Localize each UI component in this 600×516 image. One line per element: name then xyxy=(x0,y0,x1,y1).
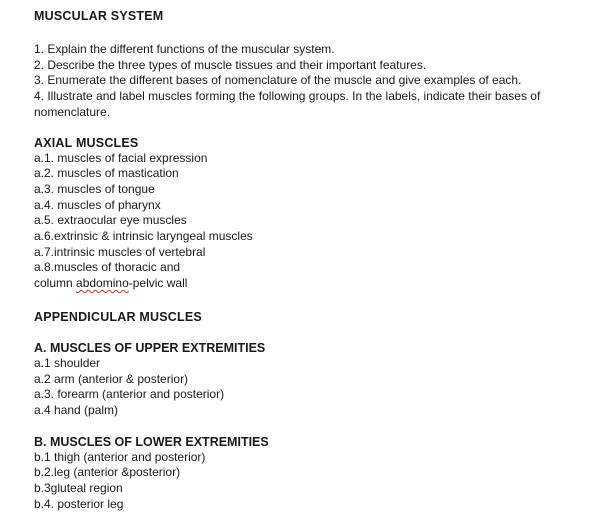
question-item-2: 2. Describe the three types of muscle tissues and their important features. xyxy=(34,57,427,72)
upper-item-1: a.1 shoulder xyxy=(34,355,101,370)
axial-item-9 xyxy=(34,276,594,292)
spacer xyxy=(34,292,594,309)
axial-list xyxy=(34,151,594,292)
axial-item-9-suffix: -pelvic wall xyxy=(128,276,188,291)
upper-extremities-title: A. MUSCLES OF UPPER EXTREMITIES xyxy=(34,340,266,355)
appendicular-section-title: APPENDICULAR MUSCLES xyxy=(34,309,202,324)
axial-item-5: a.5. extraocular eye muscles xyxy=(34,213,187,228)
axial-item-8: a.8.muscles of thoracic and xyxy=(34,260,181,275)
axial-item-1: a.1. muscles of facial expression xyxy=(34,150,208,165)
axial-item-6: a.6.extrinsic & intrinsic laryngeal muscles xyxy=(34,229,253,244)
upper-extremities-list xyxy=(34,356,594,419)
question-item-3: 3. Enumerate the different bases of nomenclature of the muscle and give examples of each. xyxy=(34,73,522,88)
lower-item-4: b.4. posterior leg xyxy=(34,496,124,511)
question-item-4: 4. Illustrate and label muscles forming the following groups. In the labels, indicate their bases of nomenclature. xyxy=(34,89,541,119)
lower-extremities-title: B. MUSCLES OF LOWER EXTREMITIES xyxy=(34,434,269,449)
axial-item-4: a.4. muscles of pharynx xyxy=(34,197,161,212)
document-page xyxy=(34,8,594,512)
axial-section-title: AXIAL MUSCLES xyxy=(34,135,139,150)
axial-item-3 xyxy=(34,182,594,198)
spacer xyxy=(34,419,594,434)
axial-item-9-prefix: column xyxy=(34,276,77,291)
spelling-error-word[interactable]: abdomino xyxy=(76,276,129,291)
question-list xyxy=(34,42,594,121)
spacer xyxy=(34,325,594,340)
axial-item-2: a.2. muscles of mastication xyxy=(34,166,179,181)
question-item-1: 1. Explain the different functions of the muscular system. xyxy=(34,42,335,56)
lower-item-2: b.2.leg (anterior &posterior) xyxy=(34,465,181,480)
lower-item-3: b.3gluteal region xyxy=(34,481,123,496)
axial-item-7: a.7.intrinsic muscles of vertebral xyxy=(34,244,206,259)
lower-item-1: b.1 thigh (anterior and posterior) xyxy=(34,449,206,464)
lower-extremities-list xyxy=(34,450,594,513)
upper-item-3: a.3. forearm (anterior and posterior) xyxy=(34,387,225,402)
axial-item-3-text: a.3. muscles of tongue xyxy=(34,181,155,196)
upper-item-2: a.2 arm (anterior & posterior) xyxy=(34,371,189,386)
upper-item-4: a.4 hand (palm) xyxy=(34,402,119,417)
spacer xyxy=(34,25,594,42)
document-title: MUSCULAR SYSTEM xyxy=(34,9,164,23)
spacer xyxy=(34,121,594,135)
